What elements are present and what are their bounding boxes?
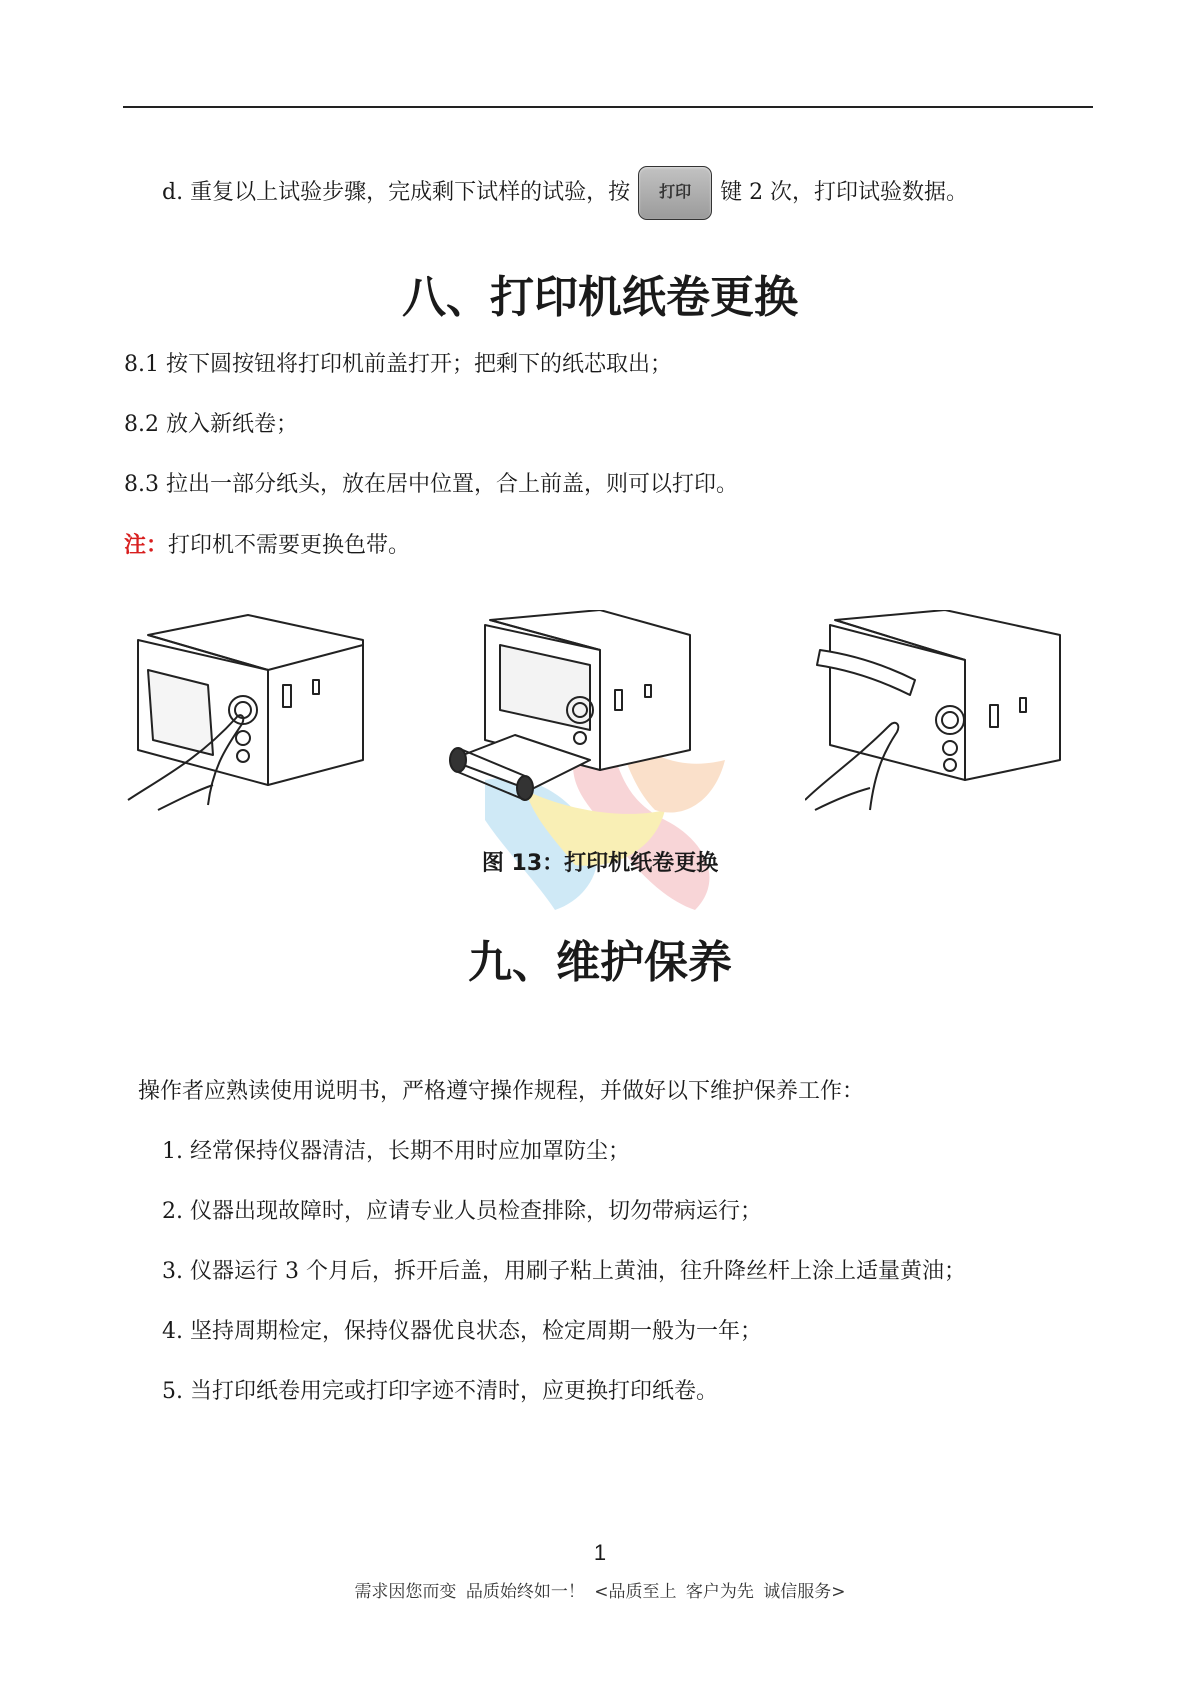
footer-slogan: 需求因您而变 品质始终如一！ <品质至上 客户为先 诚信服务> (354, 1582, 846, 1602)
printer-paper-threaded-illustration (805, 610, 1075, 820)
page-number: 1 (593, 1540, 607, 1565)
figure-caption: 图 13：打印机纸卷更换 (481, 851, 719, 876)
printer-paper-roll-illustration (440, 610, 700, 820)
step-d-suffix: 键 2 次，打印试验数据。 (720, 180, 969, 205)
section8-item: 8.1 按下圆按钮将打印机前盖打开；把剩下的纸芯取出； (124, 352, 672, 377)
note-label: 注： (124, 532, 169, 558)
note-text: 打印机不需要更换色带。 (168, 533, 411, 558)
printer-open-cover-illustration (118, 610, 378, 820)
section8-title: 八、打印机纸卷更换 (402, 272, 798, 323)
note-line (124, 530, 410, 561)
section9-intro: 操作者应熟读使用说明书，严格遵守操作规程，并做好以下维护保养工作： (138, 1079, 865, 1104)
section9-item: 3. 仪器运行 3 个月后，拆开后盖，用刷子粘上黄油，往升降丝杆上涂上适量黄油； (162, 1259, 966, 1284)
section9-title: 九、维护保养 (468, 937, 732, 988)
section8-item: 8.3 拉出一部分纸头，放在居中位置，合上前盖，则可以打印。 (124, 472, 738, 497)
step-d-line (162, 166, 968, 220)
section8-item: 8.2 放入新纸卷； (124, 412, 298, 437)
section9-item: 1. 经常保持仪器清洁，长期不用时应加罩防尘； (162, 1139, 630, 1164)
section9-item: 4. 坚持周期检定，保持仪器优良状态，检定周期一般为一年； (162, 1319, 762, 1344)
section9-item: 5. 当打印纸卷用完或打印字迹不清时，应更换打印纸卷。 (162, 1379, 718, 1404)
print-key-button: 打印 (638, 166, 712, 220)
header-rule (123, 106, 1093, 108)
step-d-prefix: d. 重复以上试验步骤，完成剩下试样的试验，按 (162, 180, 631, 205)
section9-item: 2. 仪器出现故障时，应请专业人员检查排除，切勿带病运行； (162, 1199, 762, 1224)
